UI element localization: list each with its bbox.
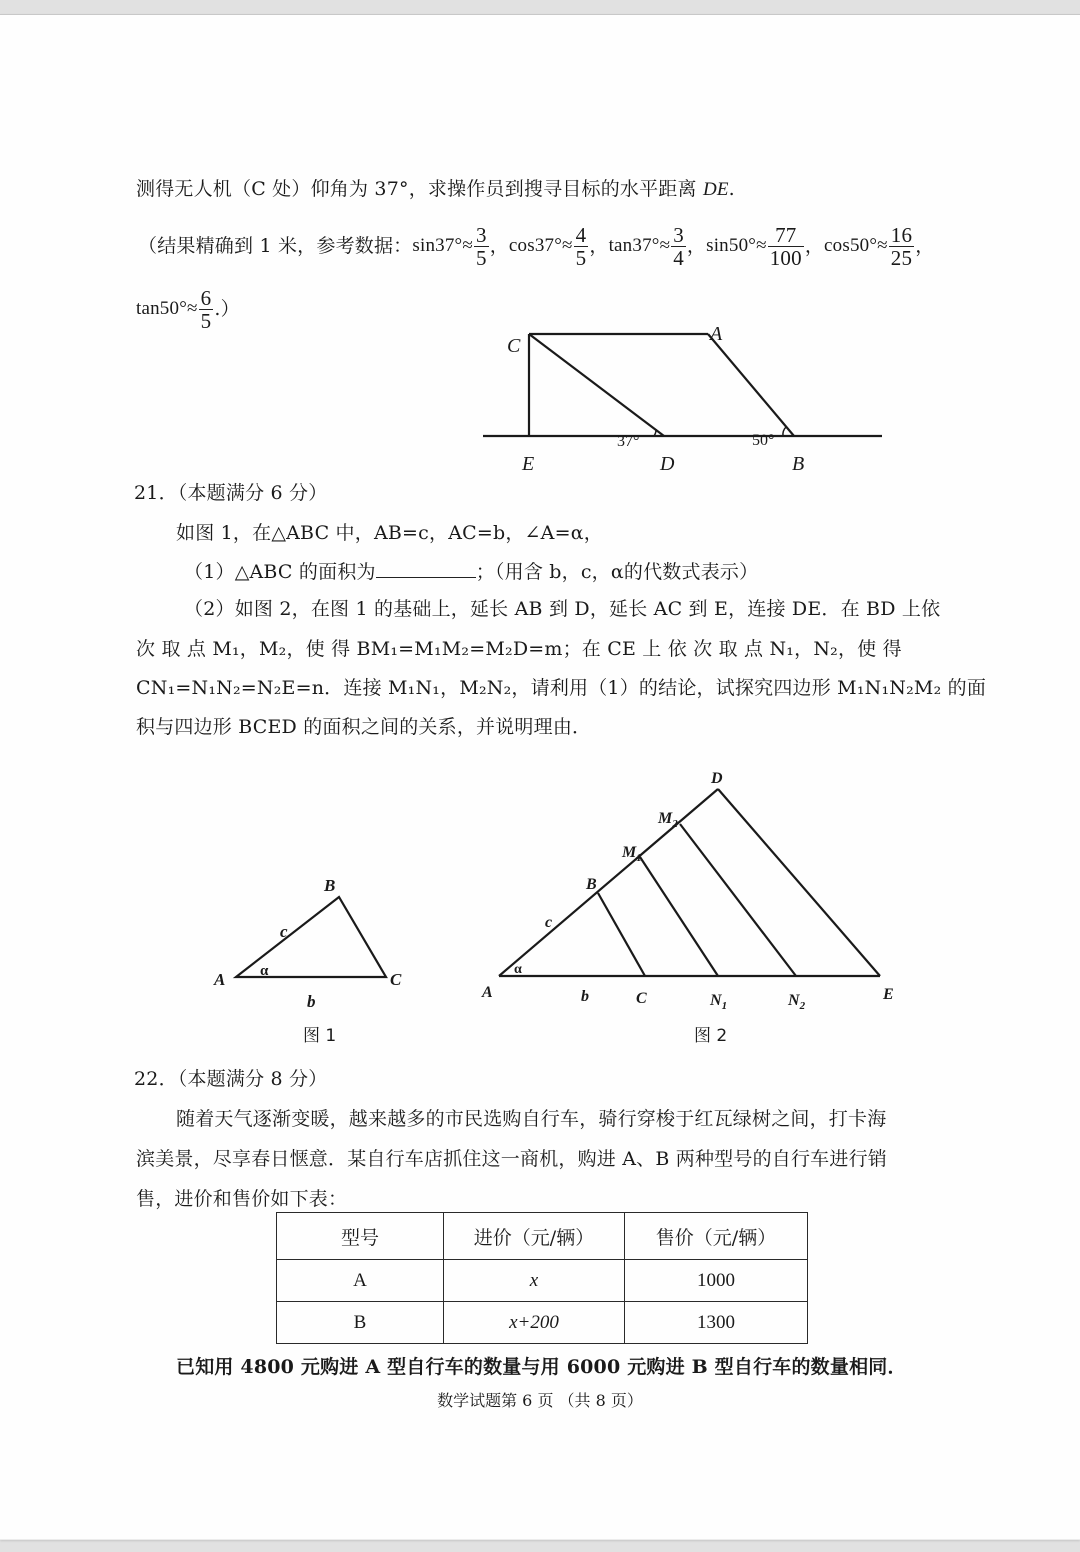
fig1-C: C [390,970,402,989]
problem20-line1 [136,177,735,202]
var-DE: DE [702,179,729,200]
table-cell-price: 1000 [625,1260,808,1302]
frac-den: 4 [673,245,684,270]
fig2-N2-letter: N [788,992,800,1009]
problem20-line1-text: 测得无人机（C 处）仰角为 37°，求操作员到搜寻目标的水平距离 [136,178,703,200]
fig2-M1 [621,844,642,864]
fig1-caption: 图 1 [303,1026,337,1046]
point-A: A [710,323,723,345]
fig2-A: A [482,984,493,1001]
problem21-part2-line4: 积与四边形 BCED 的面积之间的关系，并说明理由． [136,716,592,738]
ref-tan50-label: tan50°≈ [136,298,198,319]
part1-hint: ；（用含 b，c，α的代数式表示） [475,561,759,583]
ref-sin50-frac [768,224,804,269]
problem22-header: 22．（本题满分 8 分） [134,1068,328,1090]
frac-num: 4 [575,222,587,247]
problem22-para-line1: 随着天气逐渐变暖，越来越多的市民选购自行车，骑行穿梭于红瓦绿树之间，打卡海 [176,1108,887,1130]
ref-tan37-frac [671,224,686,269]
reference-data-line [138,220,934,272]
ref-sin37-frac [474,224,489,269]
frac-den: 5 [475,245,487,270]
fig2-N1 [709,992,727,1012]
ref-cos50-frac [889,224,914,269]
fig2-M2-letter: M [658,810,673,827]
reference-data-line2 [136,283,240,335]
ref-cos37-label: cos37°≈ [508,235,573,256]
problem21-intro: 如图 1，在△ABC 中，AB=c，AC=b，∠A=α， [176,522,603,544]
table-header-cell: 售价（元/辆） [625,1213,808,1260]
problem21-header: 21．（本题满分 6 分） [134,482,328,504]
fig2-side-b: b [581,988,589,1005]
fig2-N1-letter: N [710,992,722,1009]
table-cell-price: 1300 [625,1302,808,1344]
fig2-M1-sub: 1 [636,852,642,864]
figure1-triangle [200,867,420,1047]
sep: ， [489,235,509,257]
ref-sin37-label: sin37°≈ [412,235,473,256]
fig2-B: B [586,876,597,893]
ref-cos37-frac [574,224,589,269]
ref-cos50-label: cos50°≈ [824,235,888,256]
page-footer: 数学试题第 6 页 （共 8 页） [437,1391,643,1410]
ref-intro: （结果精确到 1 米，参考数据： [138,235,413,257]
fig2-M2 [657,810,678,830]
frac-num: 6 [200,285,212,310]
problem21-part2-line2: 次 取 点 M₁，M₂，使 得 BM₁=M₁M₂=M₂D=m；在 CE 上 依 次 取 点 N₁，N₂，使 得 [136,638,902,660]
table-header-cell: 型号 [277,1213,444,1260]
exam-page [0,14,1080,1540]
frac-den: 5 [575,245,587,270]
fig1-side-c: c [280,922,288,941]
fig2-alpha: α [514,962,522,977]
ref-sin50-label: sin50°≈ [706,235,767,256]
fig2-C: C [636,990,647,1007]
problem22-para-line3: 售，进价和售价如下表： [136,1188,348,1210]
table-header-cell: 进价（元/辆） [444,1213,625,1260]
part1-text: （1）△ABC 的面积为 [184,561,376,583]
fig2-N1-sub: 1 [721,1000,728,1012]
point-C: C [507,335,521,357]
table-header-row [277,1213,808,1260]
angle-37: 37° [617,433,640,450]
fig2-side-c: c [545,914,553,931]
point-E: E [522,453,535,475]
fig2-D: D [711,770,723,787]
drone-figure [480,315,890,480]
fig2-M2-sub: 2 [672,818,678,830]
frac-den: 100 [769,245,802,270]
frac-num: 3 [673,222,684,247]
table-row [277,1302,808,1344]
table-cell-model: A [277,1260,444,1302]
frac-num: 16 [890,222,913,247]
ref-tan50-frac [199,287,214,332]
angle-50: 50° [752,432,775,449]
point-B: B [792,453,805,475]
fig2-N2-sub: 2 [799,1000,806,1012]
period: . [728,178,735,200]
problem22-known: 已知用 4800 元购进 A 型自行车的数量与用 6000 元购进 B 型自行车的数量相同． [176,1356,907,1378]
problem21-part2-line1: （2）如图 2，在图 1 的基础上，延长 AB 到 D，延长 AC 到 E，连接 DE．在 BD 上依 [184,598,941,620]
ref-tan37-label: tan37°≈ [608,235,671,256]
sep: ， [915,235,935,257]
frac-num: 77 [768,224,804,247]
sep: ， [589,235,609,257]
table-cell-cost: x [444,1260,625,1302]
answer-blank [376,559,476,578]
fig1-B: B [324,876,336,895]
fig2-caption: 图 2 [694,1026,728,1046]
fig1-A: A [214,970,226,989]
price-table [276,1212,808,1344]
fig2-M1-letter: M [622,844,637,861]
table-cell-cost: x+200 [444,1302,625,1344]
table-row [277,1260,808,1302]
problem22-para-line2: 滨美景，尽享春日惬意．某自行车店抓住这一商机，购进 A、B 两种型号的自行车进行销 [136,1148,887,1170]
sep: ， [804,235,825,257]
fig2-N2 [787,992,806,1012]
fig1-alpha: α [260,963,269,979]
frac-den: 5 [200,308,212,333]
table-cell-model: B [277,1302,444,1344]
fig2-E: E [883,986,894,1003]
figure2-triangle [470,767,910,1052]
frac-den: 25 [890,245,913,270]
sep: ， [686,235,707,257]
point-D: D [660,453,675,475]
fig1-side-b: b [307,992,316,1011]
ref-end: .） [214,298,240,320]
frac-num: 3 [475,222,487,247]
problem21-part1 [184,559,758,584]
problem21-part2-line3: CN₁=N₁N₂=N₂E=n．连接 M₁N₁，M₂N₂，请利用（1）的结论，试探究四边形 M₁N₁N₂M₂ 的面 [136,677,987,699]
